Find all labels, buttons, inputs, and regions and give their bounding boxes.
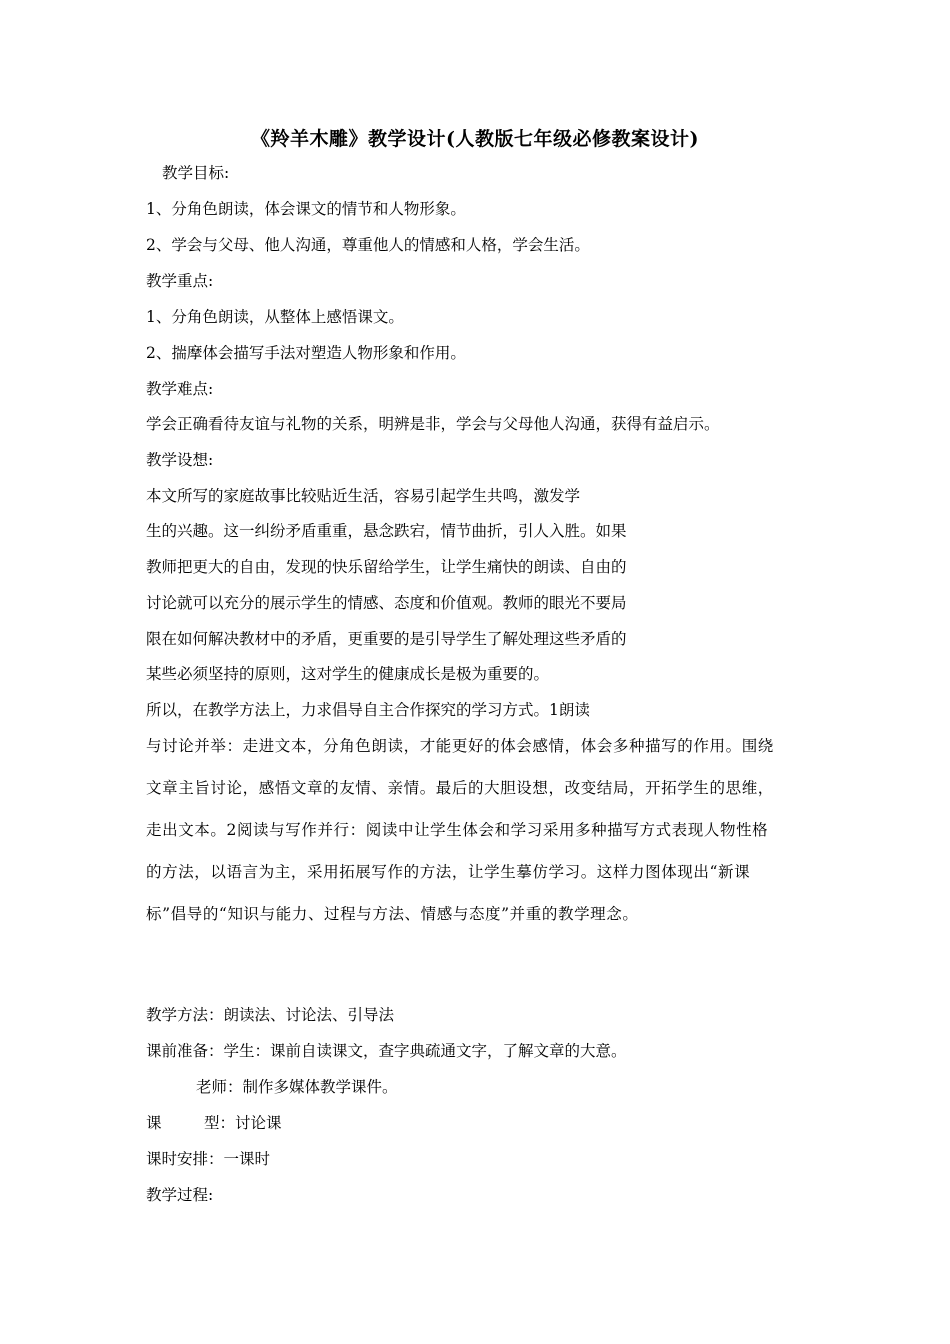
paragraph-line: 2、学会与父母、他人沟通，尊重他人的情感和人格，学会生活。 xyxy=(146,236,590,254)
preparation-teacher: 老师：制作多媒体教学课件。 xyxy=(196,1078,398,1096)
document-title: 《羚羊木雕》教学设计(人教版七年级必修教案设计) xyxy=(251,128,699,150)
heading-design-ideas: 教学设想: xyxy=(146,451,214,469)
paragraph-line: 1、分角色朗读，从整体上感悟课文。 xyxy=(146,308,404,326)
paragraph-line: 的方法，以语言为主，采用拓展写作的方法，让学生摹仿学习。这样力图体现出“新课 xyxy=(146,863,751,881)
lesson-type xyxy=(146,1112,282,1134)
paragraph-line: 教师把更大的自由，发现的快乐留给学生，让学生痛快的朗读、自由的 xyxy=(146,558,627,576)
paragraph-line: 标”倡导的“知识与能力、过程与方法、情感与态度”并重的教学理念。 xyxy=(146,905,639,923)
heading-objectives: 教学目标: xyxy=(162,164,230,182)
paragraph-line: 1、分角色朗读，体会课文的情节和人物形象。 xyxy=(146,200,466,218)
paragraph-line: 本文所写的家庭故事比较贴近生活，容易引起学生共鸣，激发学 xyxy=(146,487,581,505)
paragraph-line: 文章主旨讨论，感悟文章的友情、亲情。最后的大胆设想，改变结局，开拓学生的思维， xyxy=(146,779,774,797)
paragraph-line: 某些必须坚持的原则，这对学生的健康成长是极为重要的。 xyxy=(146,665,550,683)
lesson-schedule: 课时安排：一课时 xyxy=(146,1150,271,1168)
paragraph-line: 讨论就可以充分的展示学生的情感、态度和价值观。教师的眼光不要局 xyxy=(146,594,627,612)
lesson-type-value: 型：讨论课 xyxy=(204,1114,282,1132)
preparation-students: 课前准备：学生：课前自读课文，查字典疏通文字，了解文章的大意。 xyxy=(146,1042,627,1060)
paragraph-line: 生的兴趣。这一纠纷矛盾重重，悬念跌宕，情节曲折，引人入胜。如果 xyxy=(146,522,627,540)
lesson-type-label-char: 课 xyxy=(146,1114,162,1132)
paragraph-line: 2、揣摩体会描写手法对塑造人物形象和作用。 xyxy=(146,344,466,362)
paragraph-line: 所以，在教学方法上，力求倡导自主合作探究的学习方式。1朗读 xyxy=(146,701,590,719)
heading-process: 教学过程: xyxy=(146,1186,214,1204)
paragraph-line: 学会正确看待友谊与礼物的关系，明辨是非，学会与父母他人沟通，获得有益启示。 xyxy=(146,415,720,433)
paragraph-line: 与讨论并举：走进文本，分角色朗读，才能更好的体会感情，体会多种描写的作用。围绕 xyxy=(146,737,774,755)
heading-key-points: 教学重点: xyxy=(146,272,214,290)
paragraph-line: 限在如何解决教材中的矛盾，更重要的是引导学生了解处理这些矛盾的 xyxy=(146,630,627,648)
heading-difficulties: 教学难点: xyxy=(146,380,214,398)
paragraph-line: 走出文本。2阅读与写作并行：阅读中让学生体会和学习采用多种描写方式表现人物性格 xyxy=(146,821,769,839)
teaching-methods: 教学方法：朗读法、讨论法、引导法 xyxy=(146,1006,395,1024)
